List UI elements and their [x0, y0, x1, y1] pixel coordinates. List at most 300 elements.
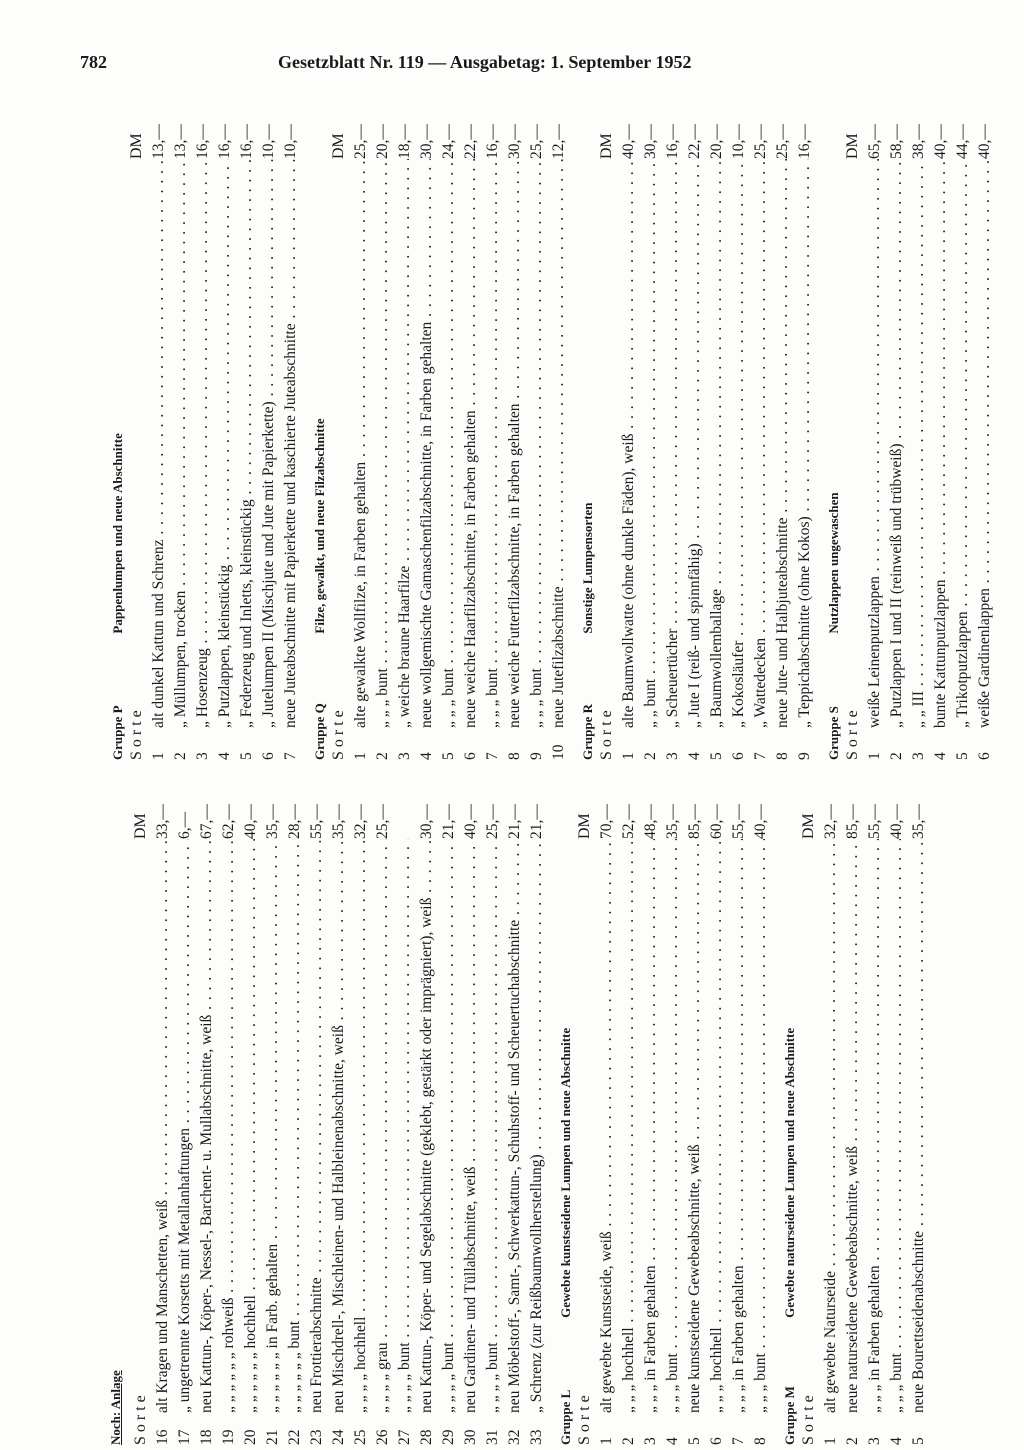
table-row: [262, 795, 284, 1445]
table-row: [684, 795, 706, 1445]
sorte-header: [126, 115, 148, 760]
row-number: 7: [282, 752, 299, 760]
row-number: 3: [910, 752, 927, 760]
row-number: 22: [286, 1429, 303, 1445]
group-label: Gruppe M: [782, 1386, 797, 1445]
table-row: [284, 795, 306, 1445]
group-m-header: [774, 795, 798, 1445]
row-number: 2: [642, 752, 659, 760]
row-price: 32,—: [352, 804, 369, 839]
currency-label: DM: [598, 133, 615, 159]
row-text: „ Kokosläufer . . .: [728, 159, 750, 728]
table-row: [618, 115, 640, 760]
left-column: [100, 795, 1010, 1445]
table-row: [930, 115, 952, 760]
group-label: Gruppe P: [110, 705, 125, 760]
row-price: 21,—: [528, 804, 545, 839]
row-text: weiße Gardinenlappen . . .: [974, 159, 996, 728]
row-number: 24: [330, 1429, 347, 1445]
row-text: „ Schrenz (zur Reißbaumwollherstellung) . . .: [526, 839, 548, 1413]
table-row: [526, 795, 548, 1445]
row-text: alt Kragen und Manschetten, weiß . . .: [152, 839, 174, 1413]
row-number: 4: [216, 752, 233, 760]
sorte-label: Sorte: [800, 1391, 817, 1445]
table-row: [240, 795, 262, 1445]
rows-top: [152, 795, 548, 1445]
row-number: 3: [396, 752, 413, 760]
table-row: [504, 115, 526, 760]
table-row: [416, 795, 438, 1445]
table-row: [684, 115, 706, 760]
table-row: [174, 795, 196, 1445]
page-header: [80, 52, 740, 86]
row-price: 40,—: [242, 804, 259, 839]
table-row: [438, 115, 460, 760]
row-number: 1: [866, 752, 883, 760]
row-text: „ „ „ „ bunt . . .: [394, 839, 416, 1413]
right-column: [100, 115, 1010, 760]
sorte-header: [596, 115, 618, 760]
table-row: [258, 115, 280, 760]
row-text: neu Gardinen- und Tüllabschnitte, weiß . . .: [460, 839, 482, 1413]
table-row: [886, 115, 908, 760]
sorte-label: Sorte: [330, 706, 347, 760]
row-text: neue Jutefilzabschnitte . . .: [548, 159, 570, 728]
row-price: 6,—: [176, 811, 193, 839]
row-price: 12,—: [550, 124, 567, 159]
row-text: „ „ „ bunt . . .: [438, 159, 460, 728]
group-label: Gruppe Q: [312, 703, 327, 760]
row-price: 85,—: [844, 804, 861, 839]
row-price: 21,—: [506, 804, 523, 839]
sorte-label: Sorte: [598, 706, 615, 760]
row-price: 52,—: [620, 804, 637, 839]
row-number: 1: [620, 752, 637, 760]
row-price: 65,—: [866, 124, 883, 159]
row-price: 40,—: [932, 124, 949, 159]
row-text: neue Juteabschnitte mit Papierkette und kaschierte Juteabschnitte . . .: [280, 159, 302, 728]
row-number: 4: [418, 752, 435, 760]
sorte-label: Sorte: [132, 1391, 149, 1445]
row-price: [394, 795, 416, 839]
row-text: „ „ „ „ „ „ in Farb. gehalten . . .: [262, 839, 284, 1413]
group-l-rows: [596, 795, 772, 1445]
row-number: 6: [260, 752, 277, 760]
row-text: neu Mischdrell-, Mischleinen- und Halbleinenabschnitte, weiß . . .: [328, 839, 350, 1413]
table-row: [280, 115, 302, 760]
row-text: alt gewebte Kunstseide, weiß . . .: [596, 839, 618, 1413]
row-text: „ Teppichabschnitte (ohne Kokos) . . .: [794, 159, 816, 728]
row-number: 27: [396, 1429, 413, 1445]
table-row: [618, 795, 640, 1445]
group-title: Filze, gewalkt, und neue Filzabschnitte: [312, 418, 327, 634]
row-text: neu Möbelstoff-, Samt-, Schwerkattun-, Schuhstoff- und Scheuertuchabschnitte . . .: [504, 839, 526, 1413]
row-price: 28,—: [286, 804, 303, 839]
group-r-header: [572, 115, 596, 760]
row-number: 3: [866, 1437, 883, 1445]
row-number: 3: [664, 752, 681, 760]
row-text: neue Bourettseidenabschnitte . . .: [908, 839, 930, 1413]
row-price: 35,—: [264, 804, 281, 839]
row-number: 3: [194, 752, 211, 760]
row-price: 48,—: [642, 804, 659, 839]
row-text: „ Baumwollemballage . . .: [706, 159, 728, 728]
table-row: [148, 115, 170, 760]
row-text: alt dunkel Kattun und Schrenz . . .: [148, 159, 170, 728]
rotated-content: [100, 115, 1010, 1445]
row-number: 6: [730, 752, 747, 760]
group-title: Sonstige Lumpensorten: [580, 502, 595, 634]
row-price: 30,—: [418, 124, 435, 159]
sorte-header: [130, 795, 152, 1445]
header-title: Gesetzblatt Nr. 119 — Ausgabetag: 1. September 1952: [278, 52, 692, 72]
row-price: 16,—: [216, 124, 233, 159]
row-number: 1: [598, 1437, 615, 1445]
row-price: 25,—: [484, 804, 501, 839]
row-number: 10: [550, 744, 567, 760]
currency-label: DM: [132, 813, 149, 839]
row-price: 10,—: [282, 124, 299, 159]
row-number: 21: [264, 1429, 281, 1445]
sorte-header: [798, 795, 820, 1445]
group-q-header: [304, 115, 328, 760]
row-number: 5: [708, 752, 725, 760]
row-text: alte Baumwollwatte (ohne dunkle Fäden), weiß . . .: [618, 159, 640, 728]
row-price: 44,—: [954, 124, 971, 159]
table-row: [394, 115, 416, 760]
row-text: alte gewalkte Wollfilze, in Farben gehalten . . .: [350, 159, 372, 728]
row-text: weiße Leinenputzlappen . . .: [864, 159, 886, 728]
row-price: 25,—: [774, 124, 791, 159]
row-price: 55,—: [866, 804, 883, 839]
row-text: „ „ „ in Farben gehalten . . .: [728, 839, 750, 1413]
row-price: 20,—: [708, 124, 725, 159]
row-text: alt gewebte Naturseide . . .: [820, 839, 842, 1413]
group-title: Nutzlappen ungewaschen: [826, 492, 841, 634]
table-row: [662, 795, 684, 1445]
table-row: [864, 795, 886, 1445]
table-row: [974, 115, 996, 760]
row-number: 2: [172, 752, 189, 760]
table-row: [328, 795, 350, 1445]
table-row: [548, 115, 570, 760]
group-p-header: [102, 115, 126, 760]
row-number: 9: [528, 752, 545, 760]
row-number: 4: [888, 1437, 905, 1445]
row-text: „ Putzlappen, kleinstückig . . .: [214, 159, 236, 728]
row-number: 3: [642, 1437, 659, 1445]
row-text: „ Hosenzeug . . .: [192, 159, 214, 728]
row-number: 18: [198, 1429, 215, 1445]
row-text: „ Federzeug und Inletts, kleinstückig . . .: [236, 159, 258, 728]
row-number: 6: [462, 752, 479, 760]
row-number: 17: [176, 1429, 193, 1445]
table-row: [372, 795, 394, 1445]
row-price: 22,—: [686, 124, 703, 159]
row-price: 25,—: [352, 124, 369, 159]
currency-label: DM: [330, 133, 347, 159]
row-price: 70,—: [598, 804, 615, 839]
currency-label: DM: [128, 133, 145, 159]
table-row: [526, 115, 548, 760]
table-row: [908, 115, 930, 760]
table-row: [842, 795, 864, 1445]
row-number: 6: [976, 752, 993, 760]
group-p-rows: [148, 115, 302, 760]
row-price: 25,—: [752, 124, 769, 159]
table-row: [394, 795, 416, 1445]
row-text: neue weiche Futterfilzabschnitte, in Farben gehalten . . .: [504, 159, 526, 728]
group-title: Gewebte naturseidene Lumpen und neue Abschnitte: [782, 1027, 797, 1318]
row-text: „ „ „ „ grau . . .: [372, 839, 394, 1413]
row-price: 20,—: [374, 124, 391, 159]
row-text: „ „ „ „ hochhell . . .: [350, 839, 372, 1413]
table-row: [350, 795, 372, 1445]
row-number: 16: [154, 1429, 171, 1445]
row-price: 40,—: [888, 804, 905, 839]
row-text: „ „ „ bunt . . .: [662, 839, 684, 1413]
row-price: 40,—: [462, 804, 479, 839]
row-price: 13,—: [150, 124, 167, 159]
row-text: bunte Kattunputzlappen . . .: [930, 159, 952, 728]
row-text: „ Scheuertücher . . .: [662, 159, 684, 728]
table-row: [662, 115, 684, 760]
row-text: „ „ „ bunt . . .: [482, 159, 504, 728]
row-text: neue naturseidene Gewebeabschnitte, weiß . . .: [842, 839, 864, 1413]
group-r-rows: [618, 115, 816, 760]
row-number: 7: [484, 752, 501, 760]
row-text: neu Kattun-, Köper-, Nessel-, Barchent- u. Mullabschnitte, weiß . . .: [196, 839, 218, 1413]
row-price: 16,—: [664, 124, 681, 159]
row-text: „ Wattedecken . . .: [750, 159, 772, 728]
row-text: „ „ III . . .: [908, 159, 930, 728]
row-number: 7: [730, 1437, 747, 1445]
row-price: 30,—: [642, 124, 659, 159]
table-row: [306, 795, 328, 1445]
row-price: 58,—: [888, 124, 905, 159]
sorte-label: Sorte: [128, 706, 145, 760]
table-row: [728, 795, 750, 1445]
table-row: [438, 795, 460, 1445]
row-number: 33: [528, 1429, 545, 1445]
group-title: Gewebte kunstseidene Lumpen und neue Abschnitte: [558, 1027, 573, 1318]
row-number: 20: [242, 1429, 259, 1445]
group-s-rows: [864, 115, 996, 760]
row-price: 60,—: [708, 804, 725, 839]
row-number: 8: [774, 752, 791, 760]
table-row: [640, 795, 662, 1445]
row-text: neue kunstseidene Gewebeabschnitte, weiß . . .: [684, 839, 706, 1413]
currency-label: DM: [576, 813, 593, 839]
sorte-header: [574, 795, 596, 1445]
table-row: [372, 115, 394, 760]
row-price: 40,—: [620, 124, 637, 159]
row-text: neue weiche Haarfilzabschnitte, in Farben gehalten . . .: [460, 159, 482, 728]
row-number: 23: [308, 1429, 325, 1445]
currency-label: DM: [844, 133, 861, 159]
row-number: 4: [686, 752, 703, 760]
table-row: [750, 115, 772, 760]
table-row: [706, 795, 728, 1445]
row-price: 67,—: [198, 804, 215, 839]
row-number: 1: [352, 752, 369, 760]
row-text: „ „ „ in Farben gehalten . . .: [640, 839, 662, 1413]
row-number: 4: [932, 752, 949, 760]
row-number: 2: [888, 752, 905, 760]
sorte-header: [328, 115, 350, 760]
row-text: „ Jutelumpen II (Mischjute und Jute mit Papierkette) . . .: [258, 159, 280, 728]
table-row: [864, 115, 886, 760]
row-price: 55,—: [730, 804, 747, 839]
table-row: [482, 115, 504, 760]
row-price: 30,—: [418, 804, 435, 839]
row-price: 25,—: [374, 804, 391, 839]
group-l-header: [550, 795, 574, 1445]
row-number: 31: [484, 1429, 501, 1445]
row-text: „ ungetrennte Korsetts mit Metallanhaftungen . . .: [174, 839, 196, 1413]
row-price: 38,—: [910, 124, 927, 159]
row-number: 19: [220, 1429, 237, 1445]
row-number: 5: [910, 1437, 927, 1445]
group-label: Gruppe R: [580, 704, 595, 760]
row-price: 18,—: [396, 124, 413, 159]
table-row: [952, 115, 974, 760]
row-number: 25: [352, 1429, 369, 1445]
row-text: neue wollgemischte Gamaschenfilzabschnitte, in Farben gehalten . . .: [416, 159, 438, 728]
table-row: [706, 115, 728, 760]
row-text: „ „ „ „ bunt . . .: [482, 839, 504, 1413]
row-text: „ „ „ „ bunt . . .: [438, 839, 460, 1413]
row-number: 4: [664, 1437, 681, 1445]
table-row: [460, 795, 482, 1445]
row-price: 10,—: [730, 124, 747, 159]
table-row: [236, 115, 258, 760]
row-text: neue Jute- und Halbjuteabschnitte . . .: [772, 159, 794, 728]
row-text: „ „ „ „ „ „ bunt . . .: [284, 839, 306, 1413]
row-number: 32: [506, 1429, 523, 1445]
group-label: Gruppe S: [826, 706, 841, 760]
row-price: 16,—: [796, 124, 813, 159]
table-row: [196, 795, 218, 1445]
sorte-header: [842, 115, 864, 760]
row-text: „ weiche braune Haarfilze . . .: [394, 159, 416, 728]
group-q-rows: [350, 115, 570, 760]
row-price: 16,—: [194, 124, 211, 159]
row-price: 55,—: [308, 804, 325, 839]
row-number: 29: [440, 1429, 457, 1445]
row-number: 5: [954, 752, 971, 760]
row-price: 35,—: [910, 804, 927, 839]
table-row: [820, 795, 842, 1445]
row-price: 40,—: [752, 804, 769, 839]
row-price: 21,—: [440, 804, 457, 839]
row-price: 33,—: [154, 804, 171, 839]
row-price: 13,—: [172, 124, 189, 159]
group-s-header: [818, 115, 842, 760]
row-number: 1: [822, 1437, 839, 1445]
table-row: [170, 115, 192, 760]
row-price: 35,—: [330, 804, 347, 839]
table-row: [152, 795, 174, 1445]
sorte-label: Sorte: [576, 1391, 593, 1445]
row-price: 62,—: [220, 804, 237, 839]
row-number: 5: [238, 752, 255, 760]
table-row: [728, 115, 750, 760]
row-number: 8: [506, 752, 523, 760]
table-row: [750, 795, 772, 1445]
table-row: [794, 115, 816, 760]
table-row: [416, 115, 438, 760]
row-price: 40,—: [976, 124, 993, 159]
row-text: „ „ „ in Farben gehalten . . .: [864, 839, 886, 1413]
row-text: „ „ „ „ „ „ hochhell . . .: [240, 839, 262, 1413]
table-row: [908, 795, 930, 1445]
row-price: 22,—: [462, 124, 479, 159]
row-price: 30,—: [506, 124, 523, 159]
row-price: 10,—: [260, 124, 277, 159]
sorte-label: Sorte: [844, 706, 861, 760]
table-row: [596, 795, 618, 1445]
currency-label: DM: [800, 813, 817, 839]
row-text: „ „ „ hochhell . . .: [706, 839, 728, 1413]
table-row: [460, 115, 482, 760]
table-row: [192, 115, 214, 760]
table-row: [214, 115, 236, 760]
row-number: 8: [752, 1437, 769, 1445]
table-row: [482, 795, 504, 1445]
row-text: „ Trikotputzlappen . . .: [952, 159, 974, 728]
row-price: 85,—: [686, 804, 703, 839]
row-price: 35,—: [664, 804, 681, 839]
row-text: neu Kattun-, Köper- und Segelabschnitte (geklebt, gestärkt oder imprägniert), weiß . . .: [416, 839, 438, 1413]
row-price: 32,—: [822, 804, 839, 839]
row-text: „ „ „ bunt . . .: [886, 839, 908, 1413]
row-text: „ „ „ bunt . . .: [750, 839, 772, 1413]
continuation-label: Noch: Anlage: [108, 1370, 123, 1445]
row-text: „ „ bunt . . .: [640, 159, 662, 728]
group-m-rows: [820, 795, 930, 1445]
row-number: 7: [752, 752, 769, 760]
row-number: 9: [796, 752, 813, 760]
table-row: [504, 795, 526, 1445]
row-number: 5: [440, 752, 457, 760]
row-price: 16,—: [238, 124, 255, 159]
row-number: 2: [620, 1437, 637, 1445]
table-row: [772, 115, 794, 760]
row-number: 30: [462, 1429, 479, 1445]
table-row: [350, 115, 372, 760]
row-text: „ Jute I (reiß- und spinnfähig) . . .: [684, 159, 706, 728]
group-title: Pappenlumpen und neue Abschnitte: [110, 433, 125, 634]
row-text: „ „ „ hochhell . . .: [618, 839, 640, 1413]
row-text: „ „ „ bunt . . .: [372, 159, 394, 728]
row-text: „ „ „ bunt . . .: [526, 159, 548, 728]
row-text: „ Müllumpen, trocken . . .: [170, 159, 192, 728]
row-number: 2: [374, 752, 391, 760]
row-number: 28: [418, 1429, 435, 1445]
row-number: 2: [844, 1437, 861, 1445]
group-label: Gruppe L: [558, 1389, 573, 1445]
row-text: neu Frottierabschnitte . . .: [306, 839, 328, 1413]
row-number: 1: [150, 752, 167, 760]
row-text: „ Putzlappen I und II (reinweiß und trübweiß) . . .: [886, 159, 908, 728]
page-number: 782: [80, 52, 107, 72]
row-text: „ „ „ „ „ „ rohweiß . . .: [218, 839, 240, 1413]
row-number: 26: [374, 1429, 391, 1445]
row-price: 16,—: [484, 124, 501, 159]
table-row: [640, 115, 662, 760]
table-row: [218, 795, 240, 1445]
